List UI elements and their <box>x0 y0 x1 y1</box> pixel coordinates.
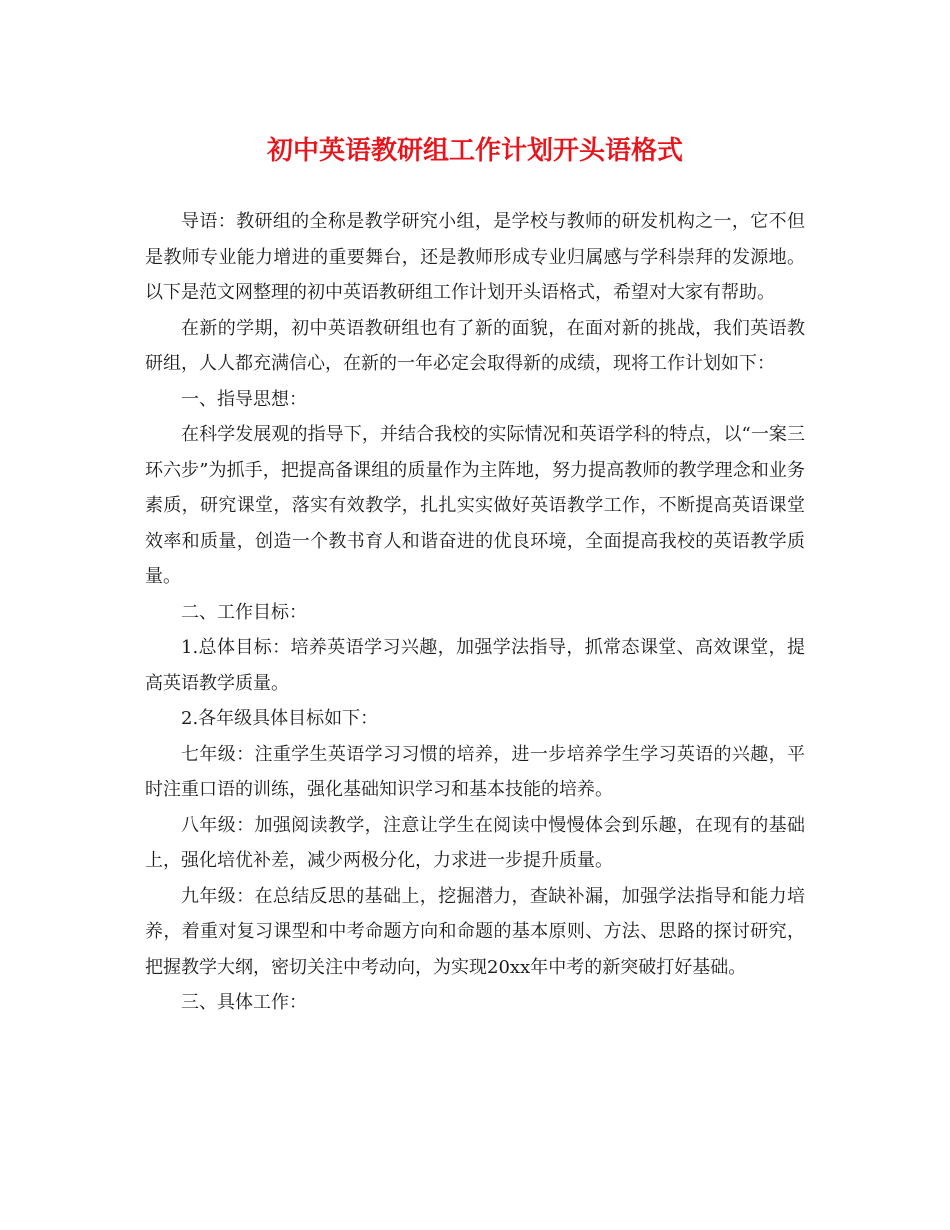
paragraph-grade-goals-heading: 2.各年级具体目标如下： <box>181 708 379 729</box>
paragraph-grade-7: 七年级：注重学生英语学习习惯的培养，进一步培养学生学习英语的兴趣，平时注重口语的训练，强化基础知识学习和基本技能的培养。 <box>145 743 805 800</box>
paragraph-grade-9: 九年级：在总结反思的基础上，挖掘潜力，查缺补漏，加强学法指导和能力培养，着重对复习课型和中考命题方向和命题的基本原则、方法、思路的探讨研究，把握教学大纲，密切关注中考动向，为实现20xx年中考的新突破打好基础。 <box>145 885 805 978</box>
paragraph-guiding-ideology: 在科学发展观的指导下，并结合我校的实际情况和英语学科的特点，以“一案三环六步”为抓手，把提高备课组的质量作为主阵地，努力提高教师的教学理念和业务素质，研究课堂，落实有效教学，扎扎实实做好英语教学工作，不断提高英语课堂效率和质量，创造一个教书育人和谐奋进的优良环境，全面提高我校的英语教学质量。 <box>145 424 805 587</box>
document-title: 初中英语教研组工作计划开头语格式 <box>266 136 683 166</box>
paragraph-opening: 在新的学期，初中英语教研组也有了新的面貌，在面对新的挑战，我们英语教研组，人人都充满信心，在新的一年必定会取得新的成绩，现将工作计划如下： <box>145 317 805 374</box>
paragraph-intro: 导语：教研组的全称是教学研究小组，是学校与教师的研发机构之一，它不但是教师专业能力增进的重要舞台，还是教师形成专业归属感与学科崇拜的发源地。以下是范文网整理的初中英语教研组工作计划开头语格式，希望对大家有帮助。 <box>145 211 805 303</box>
paragraph-grade-8: 八年级：加强阅读教学，注意让学生在阅读中慢慢体会到乐趣，在现有的基础上，强化培优补差，减少两极分化，力求进一步提升质量。 <box>145 814 805 871</box>
document-body <box>145 204 805 1021</box>
paragraph-overall-goal: 1.总体目标：培养英语学习兴趣，加强学法指导，抓常态课堂、高效课堂，提高英语教学质量。 <box>145 637 805 694</box>
section-heading-guiding-ideology: 一、指导思想： <box>181 388 307 410</box>
section-heading-work-goals: 二、工作目标： <box>181 601 307 623</box>
section-heading-specific-work: 三、具体工作： <box>181 992 307 1013</box>
